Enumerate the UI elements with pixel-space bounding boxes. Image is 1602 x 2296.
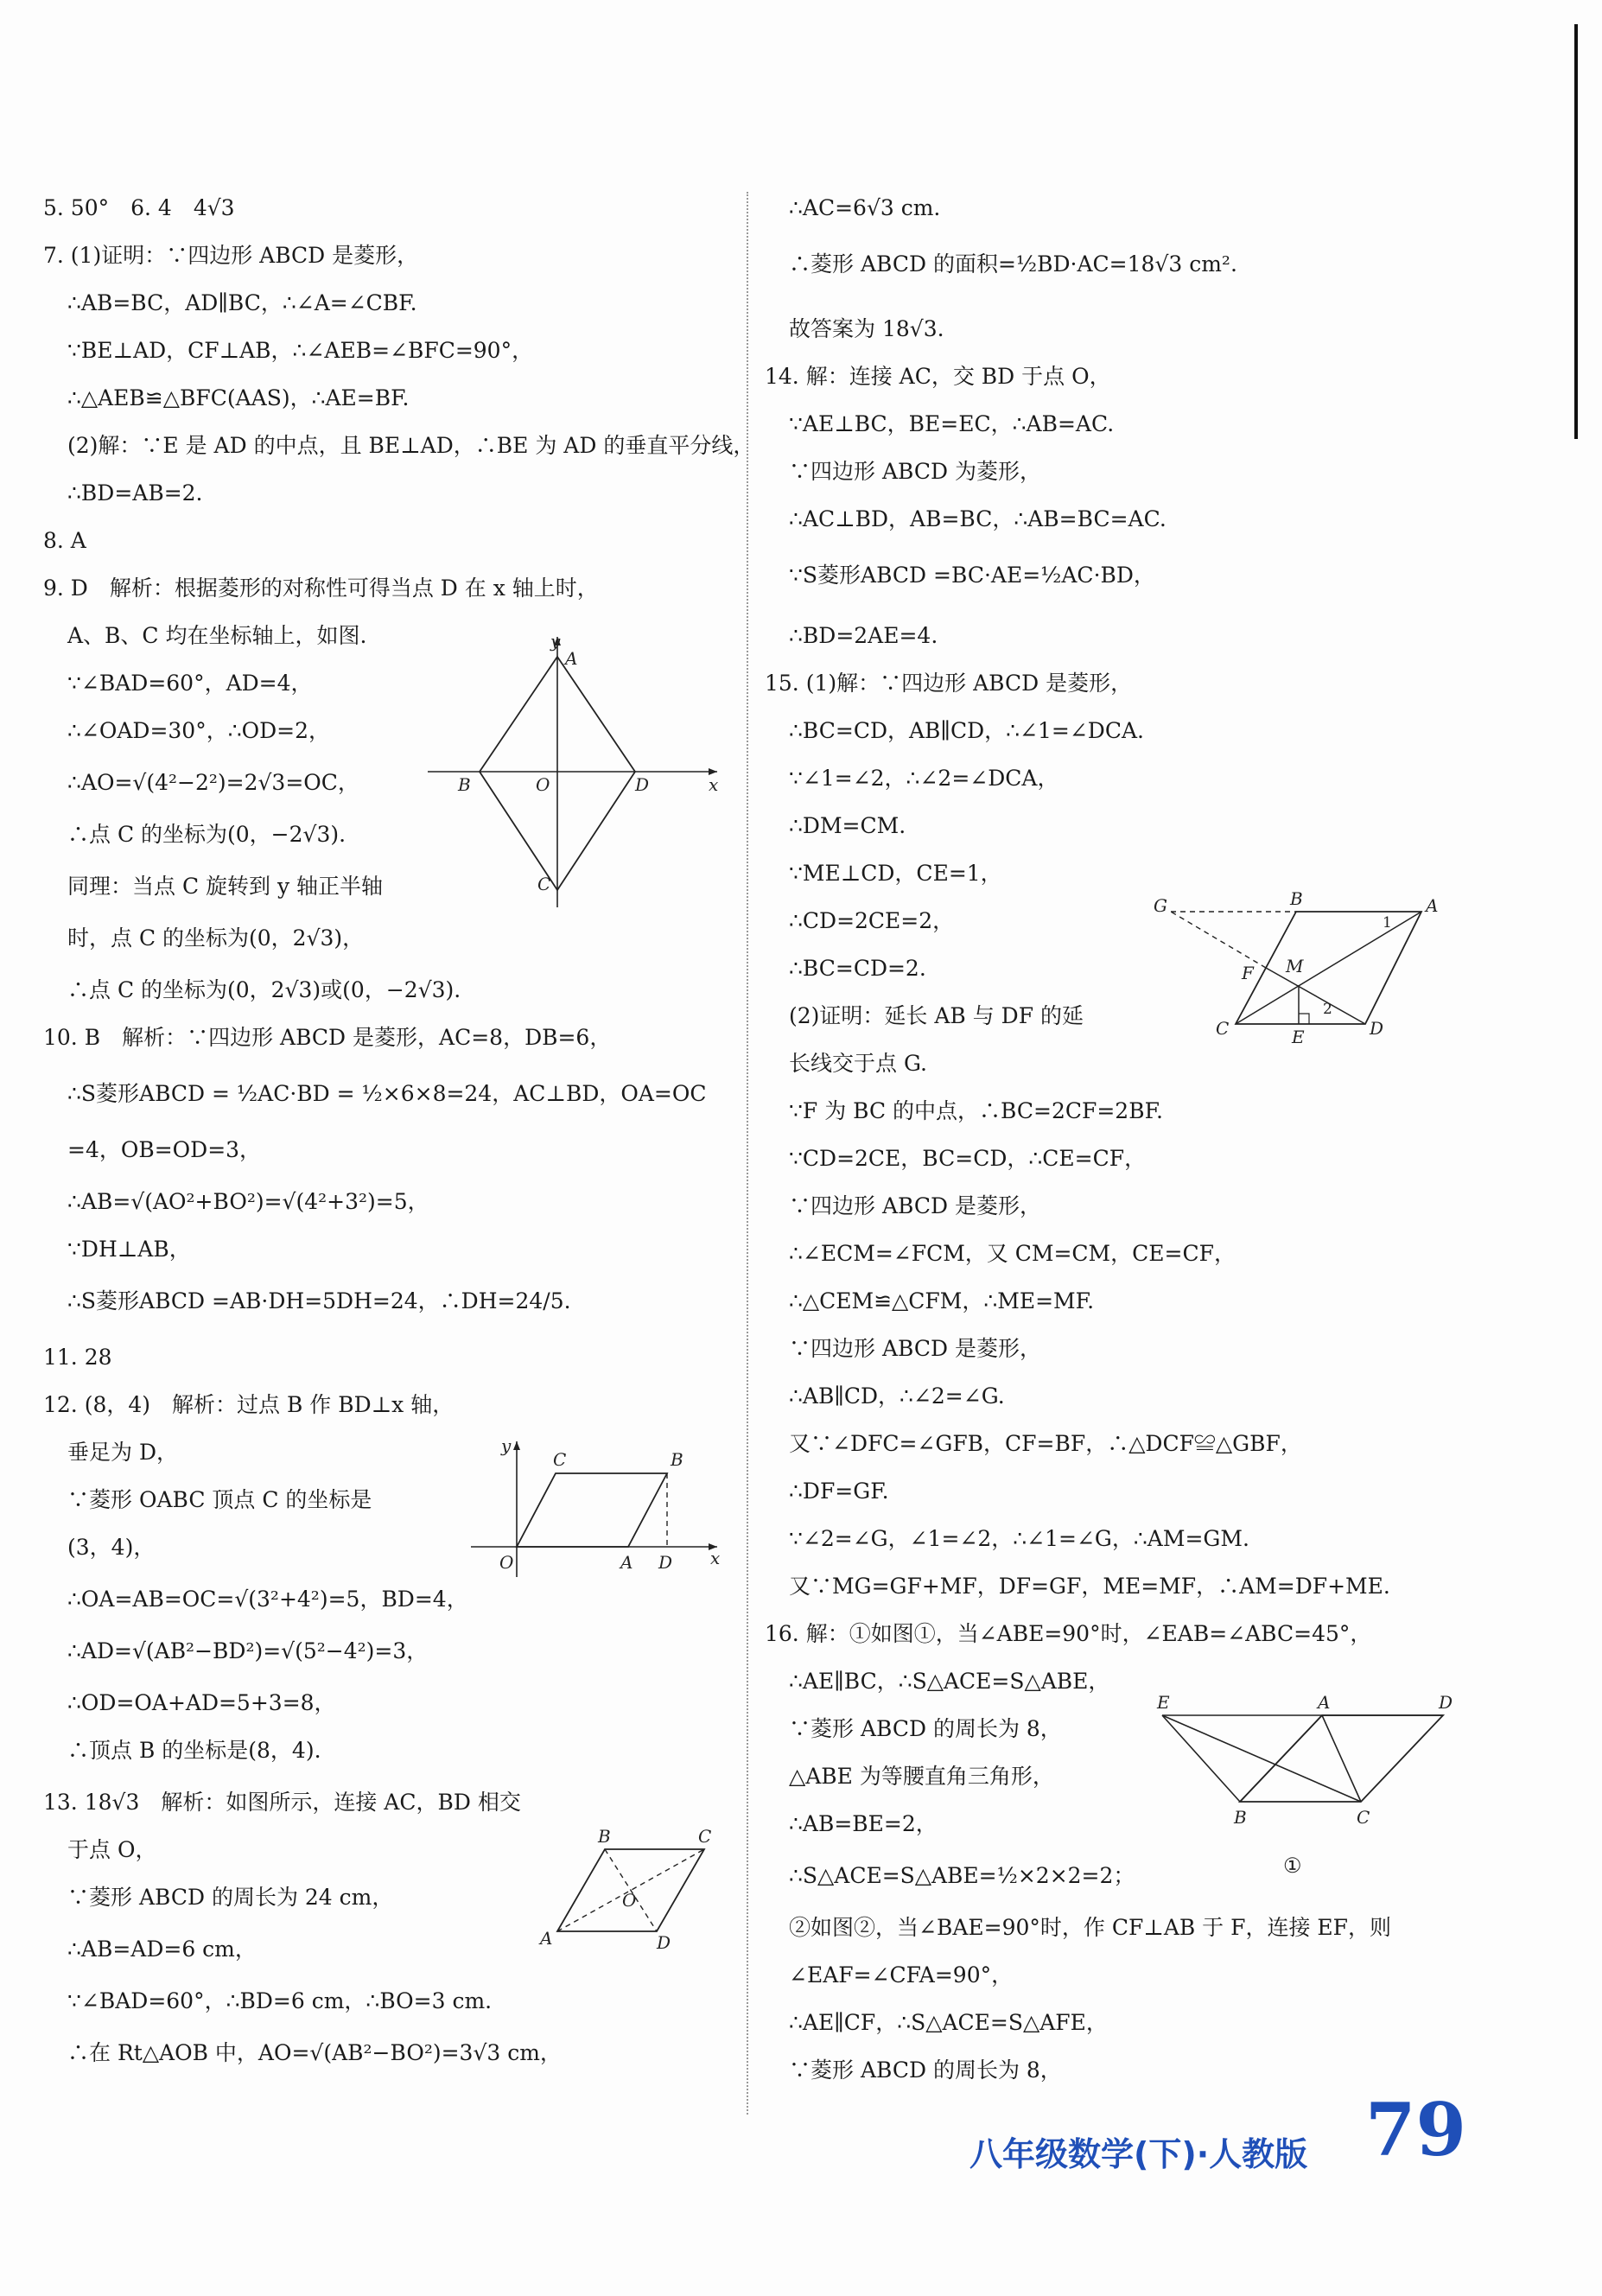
fig15-label-E: E [1292,1027,1305,1047]
text-line: ∴AO=√(4²−2²)=2√3=OC， [67,770,359,795]
text-line: ∴AE∥CF，∴S△ACE=S△AFE， [789,2010,1108,2035]
text-line: 垂足为 D， [67,1440,178,1465]
fig9-label-O: O [536,774,550,795]
text-line: ∵∠BAD=60°，∴BD=6 cm，∴BO=3 cm. [67,1988,493,2013]
figure-16-rhombus [1145,1689,1465,1888]
text-line: 于点 O， [67,1837,157,1862]
fig16-label-D: D [1439,1692,1453,1713]
figure-9-rhombus [423,626,726,912]
text-line: ∵四边形 ABCD 是菱形， [789,1193,1041,1218]
text-line: ∴AB∥CD，∴∠2=∠G. [789,1383,1005,1409]
text-line: ∴点 C 的坐标为(0，2√3)或(0，−2√3). [67,977,461,1002]
text-line: ∴BC=CD，AB∥CD，∴∠1=∠DCA. [789,718,1144,743]
text-line: 16. 解：①如图①，当∠ABE=90°时，∠EAB=∠ABC=45°， [765,1621,1372,1646]
fig13-label-B: B [598,1826,611,1847]
text-line: ∴CD=2CE=2， [789,908,955,933]
text-line: ∵DH⊥AB， [67,1237,191,1262]
text-line: ∴∠OAD=30°，∴OD=2， [67,718,331,743]
fig12-label-B: B [671,1449,683,1470]
fig16-label-B: B [1234,1807,1247,1828]
fig16-caption: ① [1283,1854,1302,1878]
text-line: ∴AD=√(AB²−BD²)=√(5²−4²)=3， [67,1638,429,1663]
fig12-label-x: x [710,1548,721,1568]
fig15-label-2: 2 [1323,1001,1332,1018]
fig12-label-C: C [553,1449,567,1470]
fig15-label-M: M [1286,956,1304,976]
text-line: =4，OB=OD=3， [67,1137,262,1162]
text-line: 11. 28 [43,1345,112,1370]
text-line: ∵∠1=∠2，∴∠2=∠DCA， [789,766,1059,791]
text-line: 长线交于点 G. [789,1051,927,1076]
fig12-label-D: D [658,1552,673,1573]
fig12-label-O: O [499,1552,514,1573]
text-line: ∴BD=2AE=4. [789,623,938,648]
column-divider [747,192,748,2115]
text-line: ∵F 为 BC 的中点，∴BC=2CF=2BF. [789,1098,1163,1123]
page-edge-bar [1574,24,1578,439]
text-line: ∴∠ECM=∠FCM，又 CM=CM，CE=CF， [789,1241,1236,1266]
text-line: 9. D 解析：根据菱形的对称性可得当点 D 在 x 轴上时， [43,576,599,601]
text-line: ∴△CEM≌△CFM，∴ME=MF. [789,1288,1095,1313]
text-line: ∴DF=GF. [789,1479,889,1504]
fig9-label-x: x [709,774,719,795]
fig15-label-G: G [1154,895,1167,916]
text-line: 10. B 解析：∵四边形 ABCD 是菱形，AC=8，DB=6， [43,1025,612,1050]
fig15-label-1: 1 [1383,914,1392,932]
text-line: ∴顶点 B 的坐标是(8，4). [67,1738,321,1763]
text-line: ∴OD=OA+AD=5+3=8， [67,1690,336,1715]
text-line: ∠EAF=∠CFA=90°， [789,1962,1014,1988]
text-line: ∵四边形 ABCD 为菱形， [789,459,1041,484]
text-line: ∴菱形 ABCD 的面积=½BD·AC=18√3 cm². [789,251,1237,277]
text-line: ∴S△ACE=S△ABE=½×2×2=2； [789,1863,1135,1888]
fig15-label-F: F [1242,963,1254,983]
text-line: ②如图②，当∠BAE=90°时，作 CF⊥AB 于 F，连接 EF，则 [789,1915,1392,1940]
text-line: 又∵MG=GF+MF，DF=GF，ME=MF，∴AM=DF+ME. [789,1574,1390,1599]
text-line: ∴OA=AB=OC=√(3²+4²)=5，BD=4， [67,1587,468,1612]
text-line: 14. 解：连接 AC，交 BD 于点 O， [765,364,1111,389]
text-line: ∴S菱形ABCD =AB·DH=5DH=24，∴DH=24/5. [67,1288,571,1313]
text-line: ∵BE⊥AD，CF⊥AB，∴∠AEB=∠BFC=90°， [67,338,534,363]
text-line: △ABE 为等腰直角三角形， [789,1764,1054,1789]
text-line: 8. A [43,528,86,553]
text-line: ∴AB=AD=6 cm， [67,1937,257,1962]
figure-13-rhombus [536,1823,722,1953]
text-line: (3，4)， [67,1535,156,1560]
fig9-label-A: A [565,648,578,669]
fig16-label-C: C [1357,1807,1370,1828]
text-line: ∴AB=BC，AD∥BC，∴∠A=∠CBF. [67,290,417,315]
fig15-label-A: A [1426,895,1439,916]
fig16-label-E: E [1157,1692,1170,1713]
fig15-label-C: C [1216,1018,1230,1039]
text-line: ∴BC=CD=2. [789,956,926,981]
fig9-label-D: D [635,774,650,795]
text-line: A、B、C 均在坐标轴上，如图. [67,623,367,648]
fig12-label-y: y [501,1435,512,1456]
text-line: ∵S菱形ABCD =BC·AE=½AC·BD， [789,563,1155,588]
text-line: ∵∠2=∠G，∠1=∠2，∴∠1=∠G，∴AM=GM. [789,1526,1249,1551]
text-line: ∵菱形 ABCD 的周长为 8， [789,1716,1062,1741]
text-line: ∵菱形 ABCD 的周长为 8， [789,2057,1062,2083]
text-line: ∵ME⊥CD，CE=1， [789,861,1002,886]
fig13-label-D: D [657,1932,671,1953]
text-line: ∴AE∥BC，∴S△ACE=S△ABE， [789,1669,1110,1694]
text-line: ∵CD=2CE，BC=CD，∴CE=CF， [789,1146,1147,1171]
text-line: ∴DM=CM. [789,813,906,838]
text-line: ∴△AEB≌△BFC(AAS)，∴AE=BF. [67,385,410,410]
text-line: ∴AC⊥BD，AB=BC，∴AB=BC=AC. [789,506,1167,531]
text-line: ∵AE⊥BC，BE=EC，∴AB=AC. [789,411,1115,436]
text-line: (2)证明：延长 AB 与 DF 的延 [789,1003,1084,1028]
text-line: (2)解：∵E 是 AD 的中点，且 BE⊥AD，∴BE 为 AD 的垂直平分线， [67,433,755,458]
text-line: 12. (8，4) 解析：过点 B 作 BD⊥x 轴， [43,1392,455,1417]
figure-12-rhombus [467,1434,726,1586]
text-line: ∴AB=BE=2， [789,1811,938,1836]
fig12-label-A: A [620,1552,633,1573]
footer-book-title: 八年级数学(下)·人教版 [969,2135,1308,2173]
text-line: ∴AB=√(AO²+BO²)=√(4²+3²)=5， [67,1189,429,1214]
text-line: 同理：当点 C 旋转到 y 轴正半轴 [67,874,384,899]
text-line: 5. 50° 6. 4 4√3 [43,195,235,220]
text-line: ∵菱形 ABCD 的周长为 24 cm， [67,1885,394,1910]
fig15-label-B: B [1290,888,1303,909]
fig13-label-A: A [540,1928,553,1949]
text-line: ∵四边形 ABCD 是菱形， [789,1336,1041,1361]
text-line: ∵∠BAD=60°，AD=4， [67,671,313,696]
fig9-label-B: B [458,774,471,795]
figure-15-rhombus [1145,886,1452,1054]
text-line: ∴AC=6√3 cm. [789,195,941,220]
text-line: ∴S菱形ABCD = ½AC·BD = ½×6×8=24，AC⊥BD，OA=OC [67,1081,707,1106]
fig9-label-C: C [537,874,551,894]
text-line: 7. (1)证明：∵四边形 ABCD 是菱形， [43,243,419,268]
text-line: 故答案为 18√3. [789,316,944,341]
text-line: ∴BD=AB=2. [67,480,203,506]
text-line: ∵菱形 OABC 顶点 C 的坐标是 [67,1487,372,1512]
fig15-label-D: D [1370,1018,1384,1039]
text-line: 时，点 C 的坐标为(0，2√3)， [67,925,365,951]
fig9-label-y: y [550,631,561,652]
fig13-label-C: C [698,1826,712,1847]
text-line: 又∵∠DFC=∠GFB，CF=BF，∴△DCF≌△GBF， [789,1431,1302,1456]
text-line: 15. (1)解：∵四边形 ABCD 是菱形， [765,671,1133,696]
text-line: 13. 18√3 解析：如图所示，连接 AC，BD 相交 [43,1790,521,1815]
fig13-label-O: O [622,1890,637,1911]
text-line: ∴在 Rt△AOB 中，AO=√(AB²−BO²)=3√3 cm， [67,2040,562,2065]
fig16-label-A: A [1318,1692,1331,1713]
text-line: ∴点 C 的坐标为(0，−2√3). [67,822,346,847]
page-number: 79 [1365,2087,1466,2172]
